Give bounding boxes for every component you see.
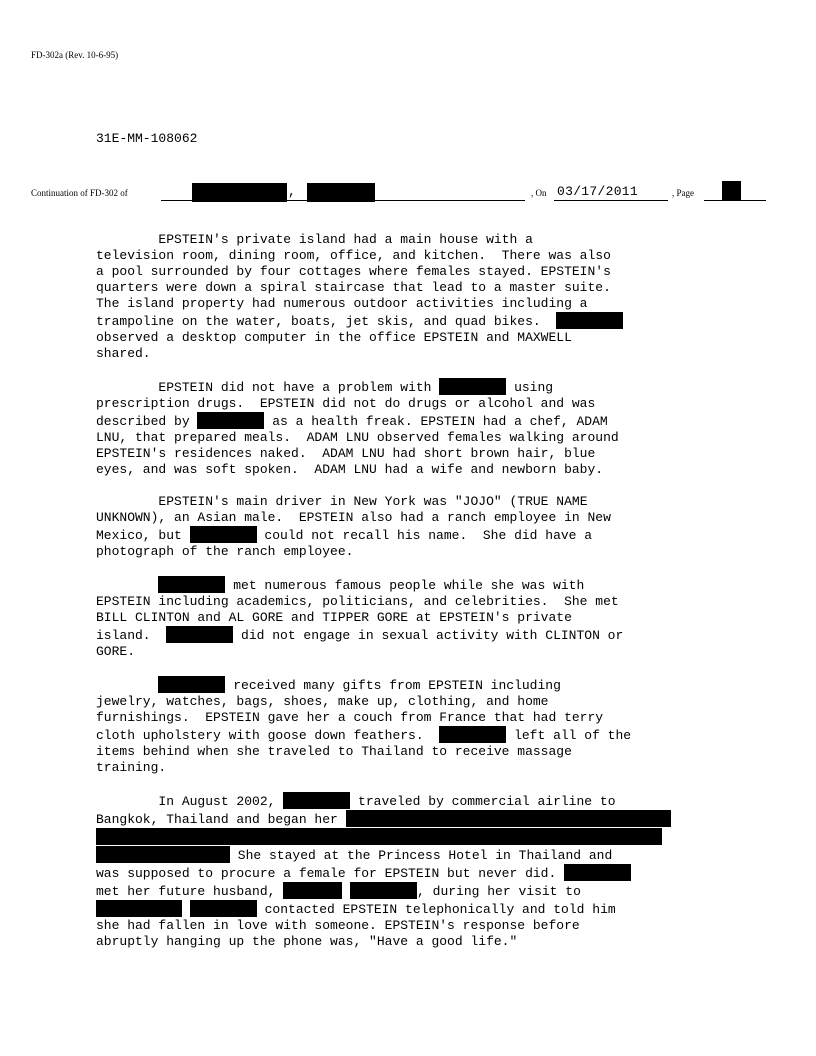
text-segment: traveled by commercial airline to Bangkok, Thailand and began her <box>96 794 616 827</box>
form-id: FD-302a (Rev. 10-6-95) <box>31 50 119 60</box>
text-segment: met her future husband, <box>96 884 276 899</box>
paragraph-driver <box>96 494 756 560</box>
redaction <box>96 846 230 863</box>
subject-comma: , <box>288 184 296 199</box>
redaction <box>158 576 225 593</box>
redaction <box>96 828 662 845</box>
text-segment: did not engage in sexual activity with CLINTON or GORE. <box>96 628 624 659</box>
paragraph-famous-people <box>96 576 756 660</box>
redaction <box>190 900 257 917</box>
redaction <box>439 726 506 743</box>
text-segment: EPSTEIN's main driver in New York was "JOJO" (TRUE NAME UNKNOWN), an Asian male. EPSTEIN also had a ranch employee in New Mexico, but <box>96 494 611 543</box>
file-number: 31E-MM-108062 <box>96 131 198 146</box>
text-segment <box>96 678 158 693</box>
redaction <box>190 526 257 543</box>
redaction <box>158 676 225 693</box>
paragraph-island <box>96 232 756 362</box>
text-segment: as a health freak. EPSTEIN had a chef, ADAM LNU, that prepared meals. ADAM LNU observed females walking around EPSTEIN's residences naked. ADAM LNU had short brown hair, blue eyes, and was soft spoken. ADAM LNU had a wife and newborn baby. <box>96 414 619 477</box>
redaction <box>166 626 233 643</box>
text-segment: met numerous famous people while she was with EPSTEIN including academics, politicians, and celebrities. She met BILL CLINTON and AL GORE and TIPPER GORE at EPSTEIN's private island. <box>96 578 619 643</box>
redaction <box>350 882 417 899</box>
text-segment: EPSTEIN did not have a problem with <box>96 380 440 395</box>
redaction <box>283 882 342 899</box>
redaction-subject-name-2 <box>307 183 375 202</box>
text-segment: In August 2002, <box>96 794 284 809</box>
continuation-label: Continuation of FD-302 of <box>31 188 128 198</box>
redaction <box>283 792 350 809</box>
paragraph-gifts <box>96 676 756 776</box>
document-body <box>96 232 756 966</box>
text-segment: , during her visit to <box>417 884 581 899</box>
continuation-row <box>0 180 816 204</box>
interview-date: 03/17/2011 <box>557 184 639 199</box>
redaction-page-number <box>722 181 741 201</box>
text-segment <box>342 884 350 899</box>
date-underline <box>554 200 668 201</box>
redaction <box>346 810 671 827</box>
paragraph-drugs-chef <box>96 378 756 478</box>
page-label: , Page <box>672 188 694 198</box>
text-segment: could not recall his name. She did have a photograph of the ranch employee. <box>96 528 593 559</box>
text-segment: She stayed at the Princess Hotel in Thailand and was supposed to procure a female for EPSTEIN but never did. <box>96 848 613 881</box>
text-segment: received many gifts from EPSTEIN including jewelry, watches, bags, shoes, make up, clothing, and home furnishings. EPSTEIN gave her a couch from France that had terry cloth upholstery with goose down feathers. <box>96 678 604 743</box>
redaction <box>439 378 506 395</box>
text-segment <box>182 902 190 917</box>
text-segment: observed a desktop computer in the office EPSTEIN and MAXWELL shared. <box>96 330 572 361</box>
text-segment: contacted EPSTEIN telephonically and told him she had fallen in love with someone. EPSTEIN's response before abruptly hanging up the phone was, "Have a good life." <box>96 902 616 949</box>
redaction-subject-name <box>192 183 287 202</box>
text-segment: EPSTEIN's private island had a main house with a television room, dining room, office, and kitchen. There was also a pool surrounded by four cottages where females stayed. EPSTEIN's quarters were down a spiral staircase that lead to a master suite. The island property had numerous outdoor activities including a trampoline on the water, boats, jet skis, and quad bikes. <box>96 232 611 329</box>
text-segment: left all of the items behind when she traveled to Thailand to receive massage training. <box>96 728 632 775</box>
redaction <box>564 864 631 881</box>
on-label: , On <box>531 188 547 198</box>
text-segment <box>96 578 158 593</box>
paragraph-thailand <box>96 792 756 950</box>
text-segment: using prescription drugs. EPSTEIN did not do drugs or alcohol and was described by <box>96 380 596 429</box>
redaction <box>197 412 264 429</box>
redaction <box>556 312 623 329</box>
redaction <box>96 900 182 917</box>
